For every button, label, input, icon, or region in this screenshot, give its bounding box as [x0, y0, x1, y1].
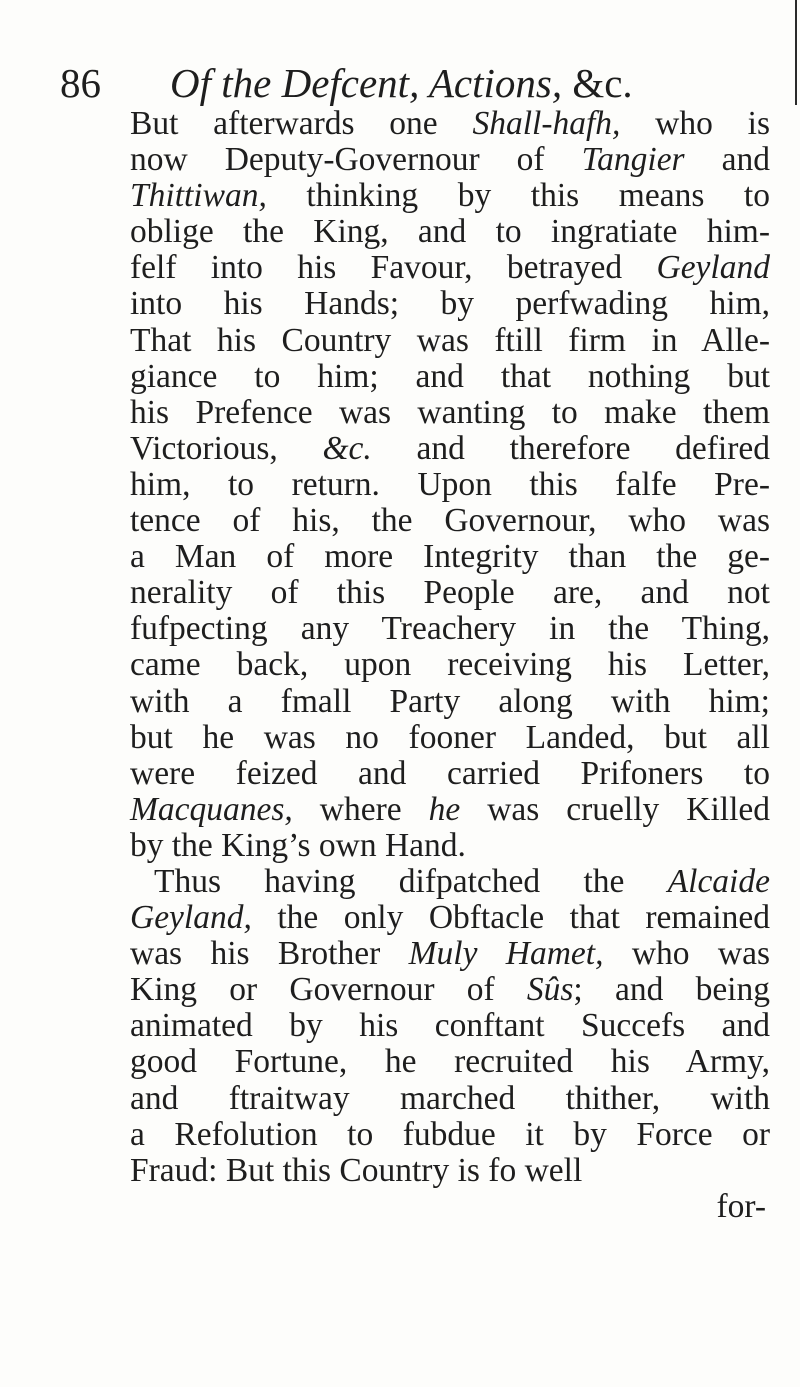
text-line — [130, 250, 770, 286]
text-line — [130, 611, 770, 647]
text-run: and ftraitway marched thither, with — [130, 1079, 770, 1117]
italic-run: Macquanes, — [130, 790, 293, 828]
text-line — [130, 720, 770, 756]
italic-run: Alcaide — [667, 862, 770, 900]
text-run: were feized and carried Prifoners to — [130, 754, 770, 792]
text-run: but he was no fooner Landed, but all — [130, 718, 770, 756]
text-run: felf into his Favour, betrayed — [130, 249, 657, 287]
text-run: ; and being — [573, 971, 770, 1009]
text-run: who is — [620, 105, 770, 142]
text-line — [130, 106, 770, 142]
italic-run: Tangier — [581, 141, 685, 179]
text-line — [130, 178, 770, 214]
text-run: a Man of more Integrity than the ge- — [130, 538, 770, 576]
text-line — [130, 214, 770, 250]
text-line — [130, 936, 770, 972]
catchword: for- — [716, 1187, 766, 1225]
text-line — [130, 323, 770, 359]
text-run: with a fmall Party along with him; — [130, 682, 770, 720]
text-line — [130, 756, 770, 792]
text-line — [130, 864, 770, 900]
text-line — [130, 792, 770, 828]
text-line — [130, 1153, 770, 1189]
text-run: Fraud: But this Country is fo well — [130, 1151, 583, 1189]
italic-run: Geyland — [656, 249, 770, 287]
text-line — [130, 900, 770, 936]
text-run: came back, upon receiving his Letter, — [130, 646, 770, 684]
text-run: King or Governour of — [130, 971, 527, 1009]
text-run: tence of his, the Governour, who was — [130, 502, 770, 540]
text-run: Victorious, — [130, 429, 323, 467]
text-run: and — [684, 141, 771, 179]
body-text — [130, 106, 770, 1225]
running-title-text: Of the Defcent, Actions, — [170, 60, 563, 106]
page-edge-rule — [795, 0, 797, 105]
text-run: by the King’s own Hand. — [130, 826, 466, 864]
text-run: into his Hands; by perfwading him, — [130, 285, 770, 323]
text-line — [130, 286, 770, 322]
text-line — [130, 684, 770, 720]
text-line — [130, 1044, 770, 1080]
text-run: and therefore defired — [371, 429, 771, 467]
text-run: animated by his conftant Succefs and — [130, 1007, 770, 1045]
text-run: But afterwards one — [130, 105, 473, 142]
text-line — [130, 142, 770, 178]
text-run: his Prefence was wanting to make them — [130, 393, 770, 431]
text-run: him, to return. Upon this falfe Pre- — [130, 465, 770, 503]
text-run: a Refolution to fubdue it by Force or — [130, 1115, 770, 1153]
text-line — [130, 1117, 770, 1153]
text-run: was his Brother — [130, 935, 409, 973]
text-run: fufpecting any Treachery in the Thing, — [130, 610, 770, 648]
text-run: the only Obftacle that remained — [251, 899, 770, 937]
text-line — [130, 539, 770, 575]
italic-run: Thittiwan, — [130, 177, 267, 215]
text-line — [130, 1081, 770, 1117]
text-line — [130, 1008, 770, 1044]
text-run: now Deputy-Governour of — [130, 141, 582, 179]
text-line — [130, 647, 770, 683]
text-run: nerality of this People are, and not — [130, 574, 770, 612]
text-line — [130, 359, 770, 395]
text-line — [130, 828, 770, 864]
text-run: oblige the King, and to ingratiate him- — [130, 213, 770, 251]
italic-run: Geyland, — [130, 899, 252, 937]
running-title-suffix: &c. — [562, 60, 633, 106]
text-line — [130, 395, 770, 431]
text-line — [130, 467, 770, 503]
running-title — [170, 58, 633, 108]
text-run: giance to him; and that nothing but — [130, 357, 770, 395]
text-run: was cruelly Killed — [460, 790, 770, 828]
text-line — [130, 972, 770, 1008]
text-line — [130, 503, 770, 539]
text-line — [130, 431, 770, 467]
text-run: where — [292, 790, 429, 828]
text-run: Thus having difpatched the — [154, 862, 668, 900]
text-run: That his Country was ftill firm in Alle- — [130, 321, 770, 359]
italic-run: &c. — [322, 429, 372, 467]
text-run: good Fortune, he recruited his Army, — [130, 1043, 770, 1081]
text-line — [130, 575, 770, 611]
italic-run: Muly Hamet, — [408, 935, 604, 973]
italic-run: Sûs — [526, 971, 574, 1009]
text-run: thinking by this means to — [266, 177, 770, 215]
page-number: 86 — [60, 60, 101, 106]
italic-run: he — [428, 790, 461, 828]
italic-run: Shall-hafh, — [472, 105, 621, 142]
text-run: who was — [603, 935, 771, 973]
page-header — [60, 58, 750, 108]
